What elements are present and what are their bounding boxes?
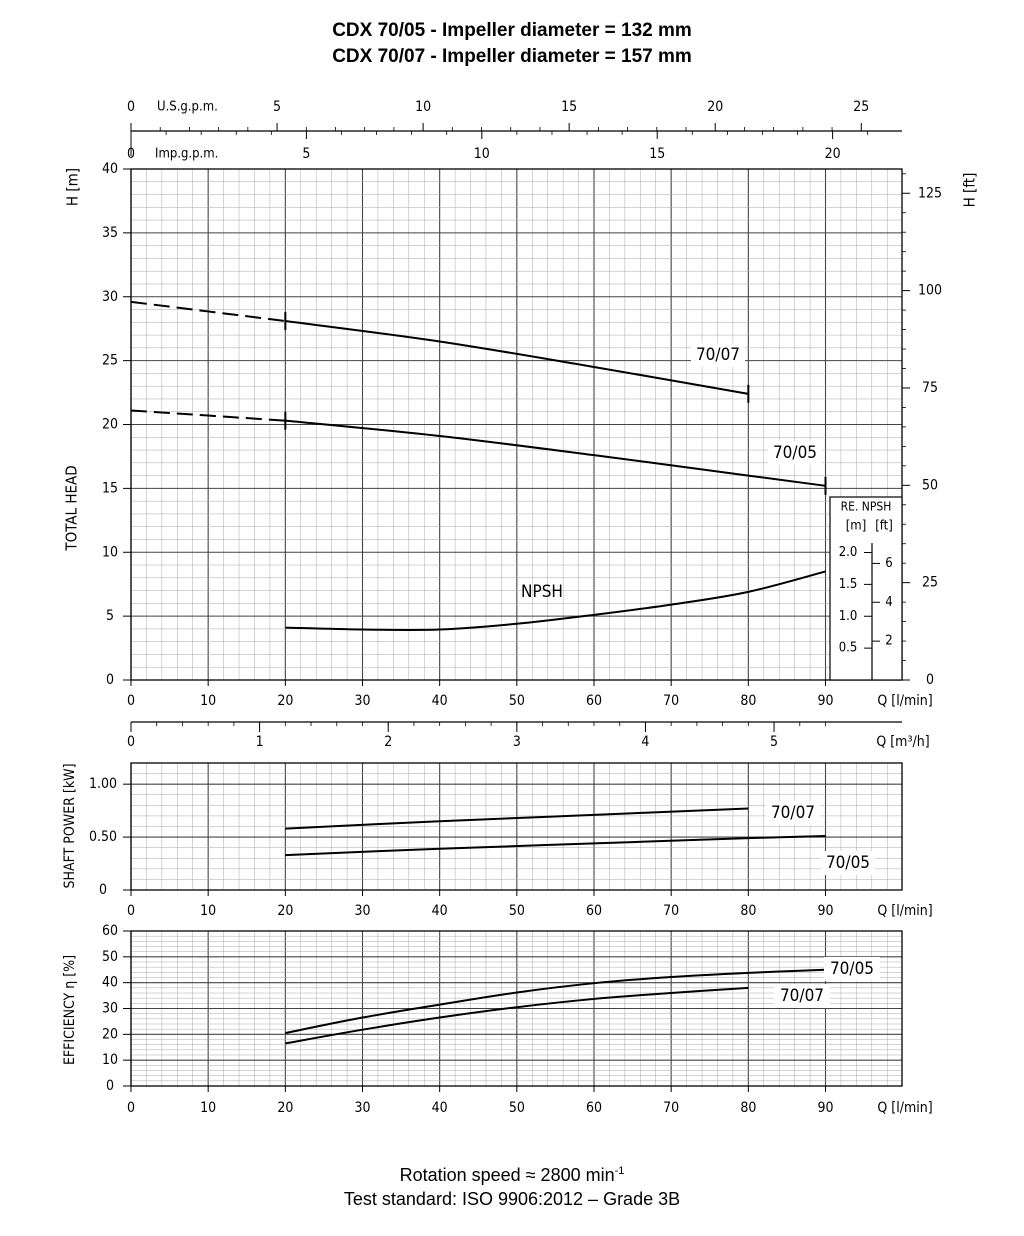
rotation-speed-text: Rotation speed ≈ 2800 min	[399, 1165, 615, 1185]
head-y-tick-label: 0	[105, 672, 115, 688]
usgpm-tick-label: 20	[707, 99, 724, 115]
head-y-tick-label: 40	[101, 161, 119, 177]
efficiency-y-tick-label: 50	[101, 948, 119, 965]
power-x-tick-label: 20	[277, 903, 294, 919]
head-x-tick-label: 80	[740, 693, 757, 709]
head-x-tick-label: 40	[431, 693, 448, 709]
head-y-tick-label: 30	[101, 288, 119, 305]
m3h-tick-label: 2	[384, 734, 393, 750]
power-x-tick-label: 40	[431, 903, 448, 919]
power-x-tick-label: 30	[354, 903, 371, 919]
head-x-axis-title-label: Q [l/min]	[877, 693, 933, 709]
head-ft-axis-title: H [ft]	[960, 172, 979, 208]
power-x-axis-title-label: Q [l/min]	[877, 903, 933, 919]
impgpm-tick-label: 20	[824, 146, 841, 162]
head-x-tick-label: 0	[126, 693, 136, 709]
npsh-ft-tick-label: 6	[885, 555, 893, 571]
efficiency-x-tick-label: 20	[277, 1100, 294, 1116]
efficiency-x-tick-label: 80	[740, 1100, 757, 1116]
power-x-tick-label: 0	[126, 903, 136, 919]
usgpm-tick-label: 15	[561, 99, 578, 115]
npsh-scale-units-m: [m]	[845, 518, 867, 534]
power-y-tick-label: 0	[98, 882, 108, 898]
head-ft-tick-label: 50	[921, 477, 939, 494]
head-y-tick-label: 10	[101, 544, 119, 561]
page-footer	[0, 1163, 1024, 1211]
impgpm-axis-title: Imp.g.p.m.	[155, 146, 219, 162]
head-ft-tick-label: 125	[917, 185, 943, 202]
series-label-npsh: NPSH	[521, 582, 563, 602]
usgpm-tick-label: 25	[853, 99, 870, 115]
series-label-70-07-power: 70/07	[770, 803, 816, 823]
impgpm-tick-label: 5	[302, 146, 311, 162]
series-label-70-05-efficiency: 70/05	[829, 959, 875, 979]
npsh-scale-title: RE. NPSH	[840, 499, 892, 514]
power-x-tick-label: 90	[817, 903, 834, 919]
head-y-tick-label: 15	[101, 480, 119, 497]
head-ft-tick-label: 75	[921, 379, 939, 396]
npsh-m-tick-label: 2.0	[838, 545, 858, 560]
m3h-tick-label: 4	[641, 734, 650, 750]
npsh-m-tick-label: 1.0	[838, 608, 858, 624]
power-x-tick-label: 70	[663, 903, 680, 919]
efficiency-x-tick-label: 40	[431, 1100, 448, 1116]
head-x-tick-label: 30	[354, 693, 371, 709]
head-ft-tick-label: 0	[925, 672, 935, 688]
efficiency-y-tick-label: 20	[101, 1026, 119, 1043]
impgpm-tick-label: 10	[473, 146, 490, 162]
npsh-scale-units-ft: [ft]	[875, 518, 893, 534]
power-y-tick-label: 0.50	[88, 829, 118, 846]
rotation-speed-exponent: -1	[614, 1165, 625, 1177]
efficiency-y-tick-label: 40	[101, 974, 119, 991]
total-head-label: TOTAL HEAD	[62, 465, 81, 551]
head-x-tick-label: 20	[277, 693, 294, 709]
series-label-70-07-efficiency: 70/07	[779, 986, 825, 1006]
efficiency-x-axis-title-label: Q [l/min]	[877, 1100, 933, 1116]
m3h-tick-label: 3	[512, 734, 521, 750]
head-ft-tick-label: 100	[917, 282, 943, 299]
head-y-tick-label: 25	[101, 352, 119, 369]
usgpm-tick-label: 10	[415, 99, 432, 115]
m3h-tick-label: 0	[126, 734, 136, 750]
efficiency-y-axis-title: EFFICIENCY η [%]	[62, 954, 78, 1066]
head-y-tick-label: 20	[101, 416, 119, 433]
head-x-tick-label: 60	[585, 693, 603, 709]
npsh-m-tick-label: 0.5	[838, 640, 858, 656]
efficiency-y-tick-label: 60	[101, 923, 119, 939]
impgpm-tick-label: 0	[126, 146, 136, 162]
rotation-speed-line	[0, 1163, 1024, 1187]
power-x-tick-label: 60	[585, 903, 603, 919]
efficiency-x-tick-label: 50	[508, 1100, 525, 1116]
npsh-m-tick-label: 1.5	[838, 576, 858, 592]
series-label-70-07-head: 70/07	[695, 345, 741, 365]
power-x-tick-label: 80	[740, 903, 757, 919]
efficiency-x-tick-label: 30	[354, 1100, 371, 1116]
power-y-axis-title: SHAFT POWER [kW]	[62, 763, 78, 889]
usgpm-tick-label: 5	[273, 99, 282, 115]
usgpm-axis-title: U.S.g.p.m.	[157, 99, 218, 115]
head-x-tick-label: 70	[663, 693, 680, 709]
test-standard: Test standard: ISO 9906:2012 – Grade 3B	[343, 1189, 681, 1209]
efficiency-x-tick-label: 70	[663, 1100, 680, 1116]
npsh-ft-tick-label: 2	[885, 633, 893, 649]
head-y-axis-title: H [m]	[63, 167, 82, 207]
curve-70-05-head	[285, 421, 825, 486]
efficiency-y-tick-label: 10	[101, 1052, 119, 1069]
impgpm-tick-label: 15	[649, 146, 666, 162]
m3h-axis-title: Q [m³/h]	[876, 734, 930, 750]
m3h-tick-label: 1	[255, 734, 264, 750]
power-y-tick-label: 1.00	[88, 776, 118, 793]
power-x-tick-label: 10	[200, 903, 217, 919]
efficiency-x-tick-label: 90	[817, 1100, 834, 1116]
head-x-tick-label: 50	[508, 693, 525, 709]
series-label-70-05-head: 70/05	[772, 443, 818, 463]
usgpm-tick-label: 0	[126, 99, 136, 115]
title-line-2: CDX 70/07 - Impeller diameter = 157 mm	[332, 46, 692, 67]
curve-70-05-efficiency	[285, 970, 825, 1033]
efficiency-y-tick-label: 30	[101, 1000, 119, 1017]
head-y-tick-label: 5	[105, 608, 115, 625]
curve-70-05-power	[285, 836, 825, 855]
head-y-tick-label: 35	[101, 224, 119, 241]
series-label-70-05-power: 70/05	[825, 853, 871, 873]
efficiency-x-tick-label: 60	[585, 1100, 603, 1116]
efficiency-x-tick-label: 0	[126, 1100, 136, 1116]
title-line-1: CDX 70/05 - Impeller diameter = 132 mm	[332, 20, 692, 41]
efficiency-x-tick-label: 10	[200, 1100, 217, 1116]
power-x-tick-label: 50	[508, 903, 525, 919]
efficiency-y-tick-label: 0	[105, 1078, 115, 1094]
head-ft-tick-label: 25	[921, 574, 939, 591]
head-x-tick-label: 90	[817, 693, 834, 709]
head-x-tick-label: 10	[200, 693, 217, 709]
npsh-ft-tick-label: 4	[885, 594, 893, 610]
m3h-tick-label: 5	[770, 734, 779, 750]
